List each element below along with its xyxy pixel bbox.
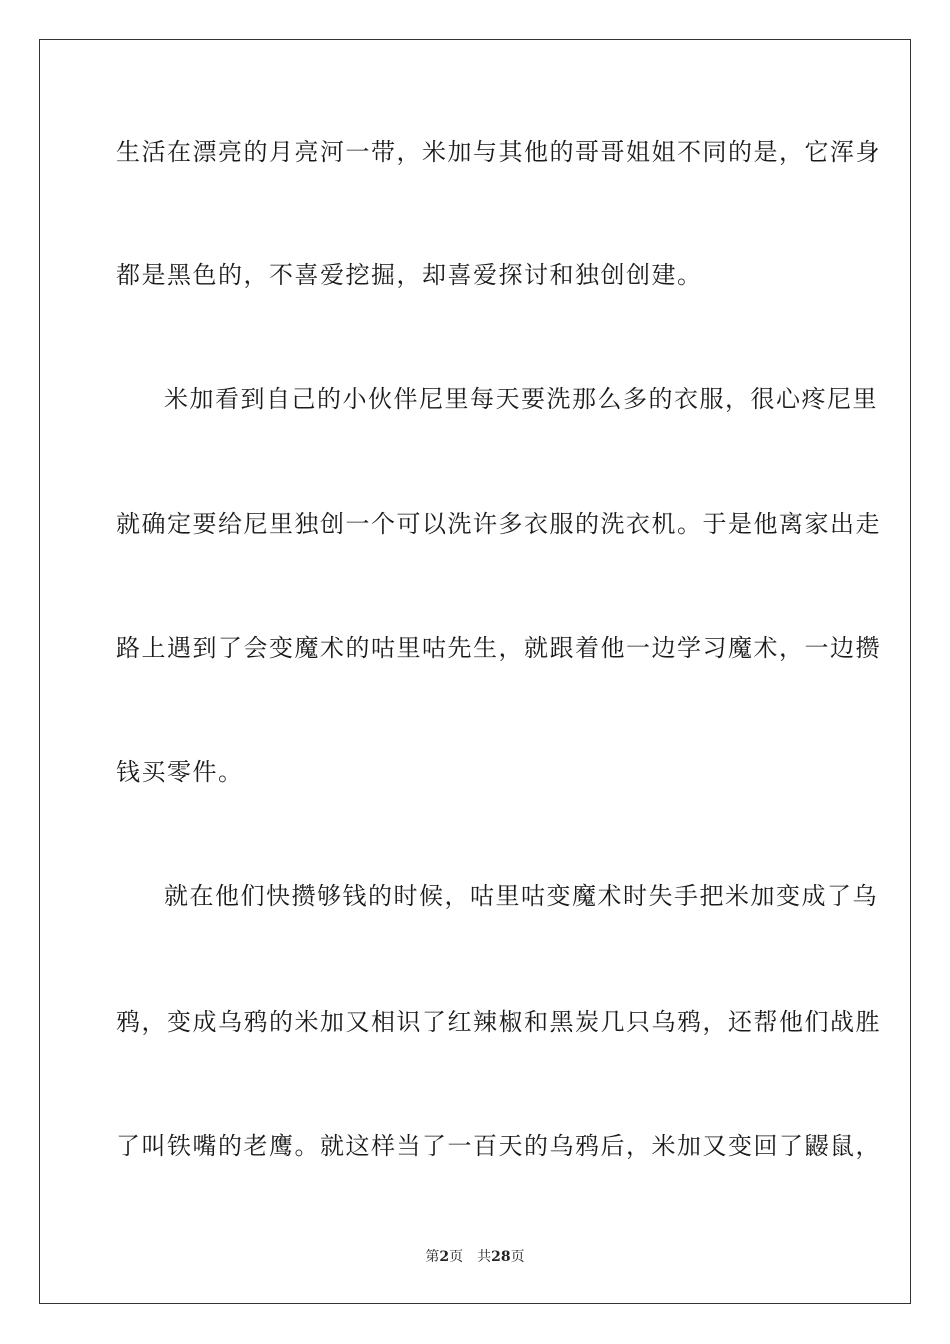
page-suffix: 页 [449, 1249, 464, 1265]
text-line-5: 路上遇到了会变魔术的咕里咕先生，就跟着他一边学习魔术，一边攒 [116, 634, 881, 662]
page-frame [39, 39, 911, 1304]
text-line-1: 生活在漂亮的月亮河一带，米加与其他的哥哥姐姐不同的是，它浑身 [116, 138, 881, 166]
text-line-2: 都是黑色的，不喜爱挖掘，却喜爱探讨和独创创建。 [116, 261, 703, 289]
text-line-6: 钱买零件。 [116, 758, 244, 786]
text-line-8: 鸦，变成乌鸦的米加又相识了红辣椒和黑炭几只乌鸦，还帮他们战胜 [116, 1008, 881, 1036]
total-suffix: 页 [510, 1249, 525, 1265]
page-prefix: 第 [425, 1249, 440, 1265]
total-prefix: 共 [477, 1249, 492, 1265]
text-line-4: 就确定要给尼里独创一个可以洗许多衣服的洗衣机。于是他离家出走 [116, 510, 881, 538]
total-pages: 28 [491, 1249, 511, 1265]
text-line-7: 就在他们快攒够钱的时候，咕里咕变魔术时失手把米加变成了乌 [164, 882, 878, 910]
page-footer [0, 1248, 950, 1266]
text-line-9: 了叫铁嘴的老鹰。就这样当了一百天的乌鸦后，米加又变回了鼹鼠， [116, 1132, 881, 1160]
text-line-3: 米加看到自己的小伙伴尼里每天要洗那么多的衣服，很心疼尼里 [164, 385, 878, 413]
page-number: 2 [439, 1249, 450, 1265]
